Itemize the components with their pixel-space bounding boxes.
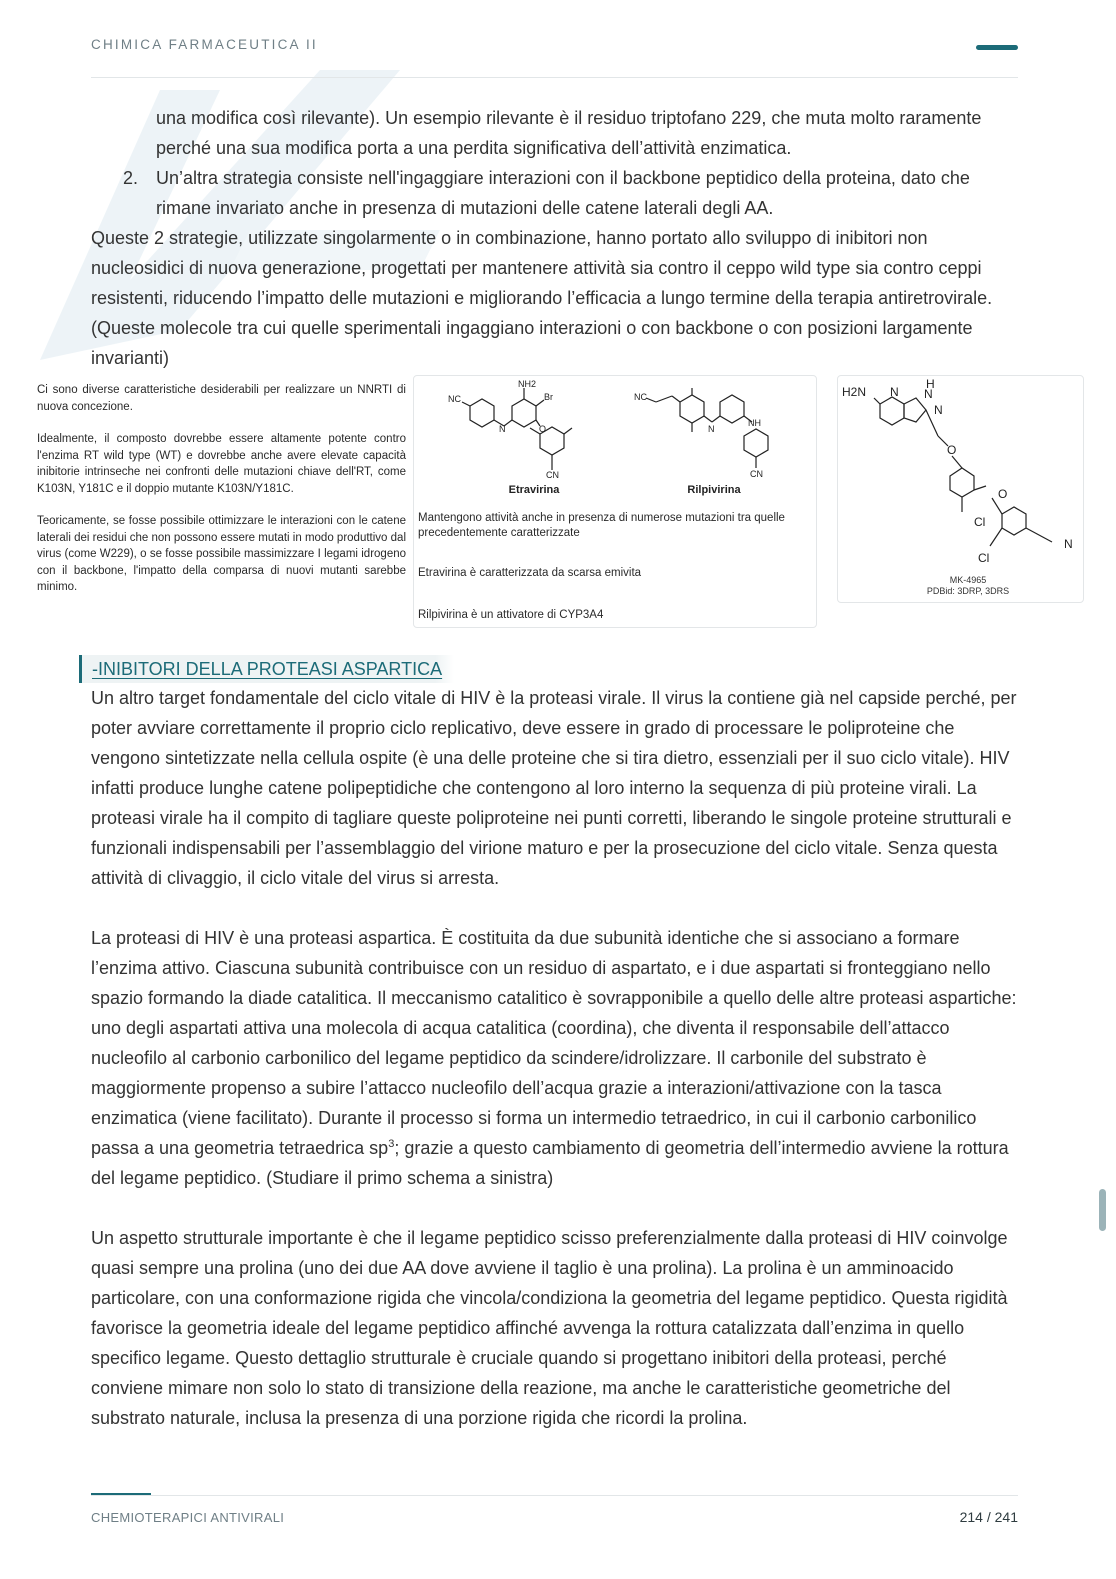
footer-chapter: CHEMIOTERAPICI ANTIVIRALI bbox=[91, 1510, 285, 1525]
atom-n-5: N bbox=[934, 403, 943, 417]
list-item-continuation: una modifica così rilevante). Un esempio rilevante è il residuo triptofano 229, che muta molto raramente perché una sua modifica porta a una perdita significativa dell’attività enzimatica. bbox=[156, 108, 982, 158]
atom-n-3: N bbox=[890, 385, 899, 399]
atom-nh2: NH2 bbox=[518, 379, 537, 389]
atom-n-4: N bbox=[924, 387, 933, 401]
scrollbar-thumb[interactable] bbox=[1099, 1189, 1106, 1231]
atom-n-6: N bbox=[1064, 537, 1073, 551]
atom-br: Br bbox=[544, 392, 553, 402]
atom-n-2: N bbox=[708, 424, 715, 434]
figure-text-2: Idealmente, il composto dovrebbe essere altamente potente contro l'enzima RT wild type (WT) e dovrebbe anche avere elevate capacità inibitorie intrinseche nei confronti delle mutazioni chiave dell'RT, come K103N, Y181C e il doppio mutante K103N/Y181C. bbox=[37, 433, 406, 495]
mk4965-pdb: PDBid: 3DRP, 3DRS bbox=[926, 586, 1010, 596]
mk4965-structure bbox=[838, 376, 1083, 576]
paragraph-target: Un altro target fondamentale del ciclo vitale di HIV è la proteasi virale. Il virus la contiene già nel capside perché, per poter avviare correttamente il proprio ciclo replicativo, deve essere in grado di processare le poliproteine che vengono sintetizzate nella cellula ospite (è una delle proteine che si tira dietro, essenziali per il suo ciclo vitale). HIV infatti produce lunghe catene polipeptidiche che contengono al loro interno la sequenza di più proteine virali. La proteasi virale ha il compito di tagliare queste poliproteine nei punti corretti, liberando le singole proteine strutturali e funzionali indispensabili per l’assemblaggio del virione maturo e per la prosecuzione del ciclo vitale. Senza questa attività di clivaggio, il ciclo vitale del virus si arresta. bbox=[91, 688, 1017, 888]
list-item-text: Un’altra strategia consiste nell'ingaggiare interazioni con il backbone peptidico della proteina, dato che rimane invariato anche in presenza di mutazioni delle catene laterali degli AA. bbox=[156, 168, 970, 218]
atom-cn: CN bbox=[546, 470, 559, 480]
section-title: -INIBITORI DELLA PROTEASI ASPARTICA bbox=[92, 658, 443, 679]
figure-caption-1: Mantengono attività anche in presenza di numerose mutazioni tra quelle precedentemente caratterizzate bbox=[418, 512, 785, 539]
label-rilpivirina: Rilpivirina bbox=[687, 484, 741, 496]
paragraph-aspartic-text: La proteasi di HIV è una proteasi aspartica. È costituita da due subunità identiche che si associano a formare l’enzima attivo. Ciascuna subunità contribuisce con un residuo di aspartato, e i due aspartati si fronteggiano nello spazio formando la diade catalitica. Il meccanismo catalitico è sovrapponibile a quello delle altre proteasi aspartiche: uno degli aspartati attiva una molecola di acqua catalitica (coordina), che diventa il responsabile dell’attacco nucleofilo al carbonio carbonilico del legame peptidico da scindere/idrolizzare. Il carbonile del substrato è maggiormente propenso a subire l’attacco nucleofilo dell’acqua grazie a interazioni/attivazione con la tasca enzimatica (viene facilitato). Durante il processo si forma un intermedio tetraedrico, in cui il carbonio carbonilico passa a una geometria tetraedrica sp bbox=[91, 928, 1017, 1158]
paragraph-strategies: Queste 2 strategie, utilizzate singolarmente o in combinazione, hanno portato allo sviluppo di inibitori non nucleosidici di nuova generazione, progettati per mantenere attività sia contro il ceppo wild type sia contro ceppi resistenti, riducendo l’impatto delle mutazioni e migliorando l’efficacia a lungo termine della terapia antiretrovirale. (Queste molecole tra cui quelle sperimentali ingaggiano interazioni o con backbone o con posizioni largamente invarianti) bbox=[91, 228, 993, 368]
atom-o-2: O bbox=[947, 443, 957, 457]
atom-h: H bbox=[926, 377, 935, 391]
atom-nh: NH bbox=[748, 418, 761, 428]
paragraph-aspartic bbox=[91, 923, 1018, 1193]
atom-cn-2: CN bbox=[750, 469, 763, 479]
footer-divider bbox=[91, 1495, 1018, 1496]
figure-caption-2: Etravirina è caratterizzata da scarsa emivita bbox=[418, 567, 642, 579]
figure-text-panel bbox=[33, 377, 406, 613]
superscript-3: 3 bbox=[388, 1138, 395, 1150]
figure-caption-3: Rilpivirina è un attivatore di CYP3A4 bbox=[418, 609, 604, 621]
section-heading bbox=[79, 655, 454, 683]
list-number: 2. bbox=[123, 168, 139, 188]
atom-nc-2: NC bbox=[634, 392, 647, 402]
paragraph-proline: Un aspetto strutturale importante è che il legame peptidico scisso preferenzialmente dalla proteasi di HIV coinvolge quasi sempre una prolina (uno dei due AA dove avviene il taglio è una prolina). La prolina è un amminoacido particolare, con una conformazione rigida che vincola/condiziona la geometria del legame peptidico. Questa rigidità favorisce la geometria ideale del legame peptidico affinché avvenga la rottura catalizzata dall’enzima in quello specifico legame. Questo dettaglio strutturale è cruciale quando si progettano inibitori della proteasi, perché conviene mimare non solo lo stato di transizione della reazione, ma anche le caratteristiche geometriche del substrato naturale, inclusa la presenza di una porzione rigida che ricordi la prolina. bbox=[91, 1228, 1008, 1428]
atom-o: O bbox=[539, 424, 547, 434]
header-accent-bar bbox=[976, 45, 1018, 50]
paragraph-aspartic-text-end: ; grazie a questo cambiamento di geometria dell’intermedio avviene la rottura del legame peptidico. (Studiare il primo schema a sinistra) bbox=[91, 1138, 1009, 1188]
etravirina-rilpivirina-structures bbox=[414, 376, 816, 496]
figure-text-3: Teoricamente, se fosse possibile ottimizzare le interazioni con le catene laterali dei residui che non possono essere mutati in modo produttivo dal virus (come W229), o se fosse possibile massimizzare I legami idrogeno con il backbone, l'impatto della comparsa di nuovi mutanti sarebbe minimo. bbox=[37, 515, 406, 593]
footer-accent-bar bbox=[91, 1493, 151, 1495]
figure-mk4965-panel bbox=[837, 375, 1084, 603]
atom-n: N bbox=[499, 424, 506, 434]
figure-structures-panel bbox=[413, 375, 817, 628]
header-divider bbox=[91, 77, 1018, 78]
page-number: 214 / 241 bbox=[959, 1509, 1018, 1525]
atom-o-3: O bbox=[998, 487, 1008, 501]
atom-nc: NC bbox=[448, 394, 461, 404]
mk4965-label: MK-4965 bbox=[949, 575, 987, 585]
atom-cl: Cl bbox=[974, 515, 986, 529]
figure-text-1: Ci sono diverse caratteristiche desiderabili per realizzare un NNRTI di nuova concezione. bbox=[37, 384, 406, 413]
atom-h2n: H2N bbox=[842, 385, 867, 399]
header-title: CHIMICA FARMACEUTICA II bbox=[91, 37, 318, 52]
atom-cl-2: Cl bbox=[978, 551, 990, 565]
label-etravirina: Etravirina bbox=[508, 484, 560, 496]
